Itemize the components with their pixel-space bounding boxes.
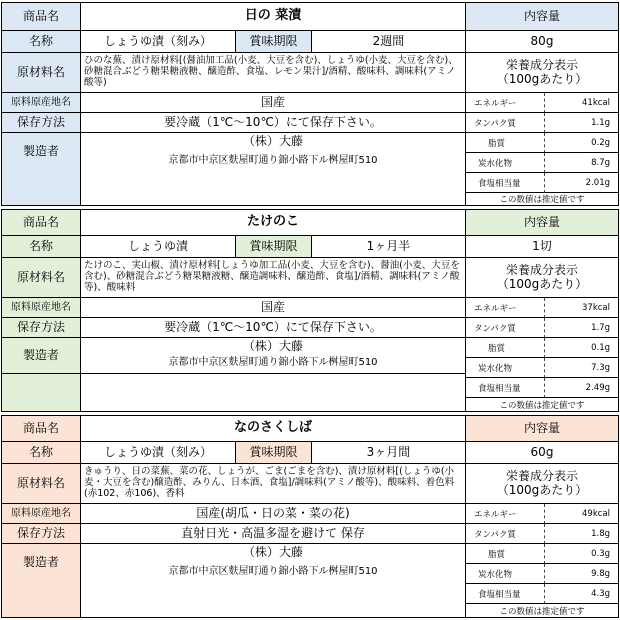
row-label-manufacturer: 製造者 <box>2 544 81 582</box>
nutrition-energy-value: 41kcal <box>544 93 618 113</box>
nutrition-fat-value: 0.1g <box>544 338 618 358</box>
nutrition-fat-label: 脂質 <box>466 338 544 358</box>
nutrition-salt-value: 2.01g <box>544 173 618 193</box>
product-label-1 <box>1 2 619 206</box>
manufacturer-block <box>81 338 466 374</box>
manufacturer-block <box>81 544 466 617</box>
nutrition-header <box>466 464 618 504</box>
manufacturer-address: 京都市中京区麩屋町通り錦小路下ル桝屋町510 <box>168 154 378 166</box>
content-value: 80g <box>466 31 618 53</box>
product-category: しょうゆ漬（刻み） <box>81 442 236 464</box>
manufacturer-address: 京都市中京区麩屋町通り錦小路下ル桝屋町510 <box>168 565 378 577</box>
nutrition-subtitle: （100gあたり） <box>496 71 588 86</box>
nutrition-note: この数値は推定値です <box>499 606 585 617</box>
nutrition-fat-label: 脂質 <box>466 133 544 153</box>
nutrition-salt-label: 食塩相当量 <box>466 584 544 604</box>
nutrition-carb-label: 炭水化物 <box>466 564 544 584</box>
storage-value: 要冷蔵（1℃～10℃）にて保存下さい。 <box>81 318 466 338</box>
best-before-value: 2週間 <box>312 31 466 53</box>
nutrition-carb-value: 9.8g <box>544 564 618 584</box>
nutrition-carb-value: 8.7g <box>544 153 618 173</box>
product-title: たけのこ <box>81 210 466 236</box>
content-header: 内容量 <box>466 3 618 31</box>
product-title: なのさくしば <box>81 416 466 442</box>
nutrition-title: 栄養成分表示 <box>505 262 578 277</box>
manufacturer-blank <box>2 582 81 617</box>
storage-value: 直射日光・高温多湿を避けて 保存 <box>81 524 466 544</box>
nutrition-protein-label: タンパク質 <box>466 318 544 338</box>
manufacturer-address: 京都市中京区麩屋町通り錦小路下ル桝屋町510 <box>168 356 378 368</box>
nutrition-protein-value: 1.8g <box>544 524 618 544</box>
row-label-manufacturer: 製造者 <box>2 133 81 171</box>
best-before-label: 賞味期限 <box>236 31 312 53</box>
row-label-storage: 保存方法 <box>2 318 81 338</box>
nutrition-carb-label: 炭水化物 <box>466 358 544 378</box>
product-label-3 <box>1 415 619 618</box>
nutrition-title: 栄養成分表示 <box>505 468 578 483</box>
content-value: 1切 <box>466 236 618 258</box>
nutrition-salt-value: 2.49g <box>544 378 618 398</box>
nutrition-protein-label: タンパク質 <box>466 524 544 544</box>
origin-value: 国産 <box>81 298 466 318</box>
row-label-ingredients: 原材料名 <box>2 53 81 93</box>
product-title: 日の 菜漬 <box>81 3 466 31</box>
best-before-value: 1ヶ月半 <box>312 236 466 258</box>
row-label-origin: 原料原産地名 <box>2 298 81 318</box>
nutrition-energy-value: 49kcal <box>544 504 618 524</box>
product-category: しょうゆ漬（刻み） <box>81 31 236 53</box>
row-label-origin: 原料原産地名 <box>2 93 81 113</box>
content-header: 内容量 <box>466 416 618 442</box>
nutrition-energy-label: エネルギー <box>466 504 544 524</box>
row-label-product-name: 商品名 <box>2 416 81 442</box>
row-label-name: 名称 <box>2 442 81 464</box>
nutrition-fat-value: 0.2g <box>544 133 618 153</box>
nutrition-header <box>466 258 618 298</box>
content-value: 60g <box>466 442 618 464</box>
nutrition-subtitle: （100gあたり） <box>496 482 588 497</box>
storage-value: 要冷蔵（1℃～10℃）にて保存下さい。 <box>81 113 466 133</box>
ingredients-text: きゅうり、日の菜蕪、菜の花、しょうが、ごま(ごまを含む)、漬け原材料[(しょうゆ(小麦・大豆を含む)醸造酢、みりん、日本酒、食塩]/調味料(アミノ酸等)、酸味料、着色料(赤102、赤106)、香料 <box>81 464 466 504</box>
best-before-label: 賞味期限 <box>236 236 312 258</box>
nutrition-title: 栄養成分表示 <box>505 57 578 72</box>
nutrition-note: この数値は推定値です <box>499 400 585 411</box>
nutrition-energy-label: エネルギー <box>466 298 544 318</box>
manufacturer-blank <box>2 374 81 411</box>
nutrition-energy-value: 37kcal <box>544 298 618 318</box>
content-header: 内容量 <box>466 210 618 236</box>
nutrition-fat-value: 0.3g <box>544 544 618 564</box>
nutrition-salt-label: 食塩相当量 <box>466 173 544 193</box>
row-label-storage: 保存方法 <box>2 524 81 544</box>
product-category: しょうゆ漬 <box>81 236 236 258</box>
manufacturer-name: （株）大藤 <box>242 339 303 353</box>
nutrition-carb-label: 炭水化物 <box>466 153 544 173</box>
origin-value: 国産(胡瓜・日の菜・菜の花) <box>81 504 466 524</box>
row-label-storage: 保存方法 <box>2 113 81 133</box>
row-label-name: 名称 <box>2 236 81 258</box>
nutrition-carb-value: 7.3g <box>544 358 618 378</box>
nutrition-protein-value: 1.1g <box>544 113 618 133</box>
ingredients-text: たけのこ、実山椒、漬け原材料[しょうゆ加工品(小麦、大豆を含む)、醤油(小麦、大豆を含む)、砂糖混合ぶどう糖果糖液糖、醸造調味料、醸造酢、食塩]/酒精、調味料(アミノ酸等)、酸味料 <box>81 258 466 298</box>
origin-value: 国産 <box>81 93 466 113</box>
row-label-origin: 原料原産地名 <box>2 504 81 524</box>
nutrition-salt-label: 食塩相当量 <box>466 378 544 398</box>
row-label-ingredients: 原材料名 <box>2 464 81 504</box>
manufacturer-block <box>81 133 466 205</box>
best-before-label: 賞味期限 <box>236 442 312 464</box>
ingredients-text: ひのな蕪、漬け原材料[(醤油加工品(小麦、大豆を含む)、しょうゆ(小麦、大豆を含む)、砂糖混合ぶどう糖果糖液糖、醸造酢、食塩、レモン果汁]/酒精、酸味料、調味料(アミノ酸等) <box>81 53 466 93</box>
blank-cell <box>81 374 466 411</box>
nutrition-note: この数値は推定値です <box>499 195 585 205</box>
best-before-value: 3ヶ月間 <box>312 442 466 464</box>
manufacturer-name: （株）大藤 <box>242 134 303 148</box>
nutrition-energy-label: エネルギー <box>466 93 544 113</box>
row-label-product-name: 商品名 <box>2 3 81 31</box>
manufacturer-name: （株）大藤 <box>242 545 303 559</box>
manufacturer-blank <box>2 171 81 205</box>
nutrition-header <box>466 53 618 93</box>
nutrition-salt-value: 4.3g <box>544 584 618 604</box>
product-label-2 <box>1 209 619 412</box>
row-label-name: 名称 <box>2 31 81 53</box>
row-label-ingredients: 原材料名 <box>2 258 81 298</box>
nutrition-protein-value: 1.7g <box>544 318 618 338</box>
nutrition-protein-label: タンパク質 <box>466 113 544 133</box>
row-label-product-name: 商品名 <box>2 210 81 236</box>
nutrition-fat-label: 脂質 <box>466 544 544 564</box>
nutrition-subtitle: （100gあたり） <box>496 276 588 291</box>
row-label-manufacturer: 製造者 <box>2 338 81 374</box>
